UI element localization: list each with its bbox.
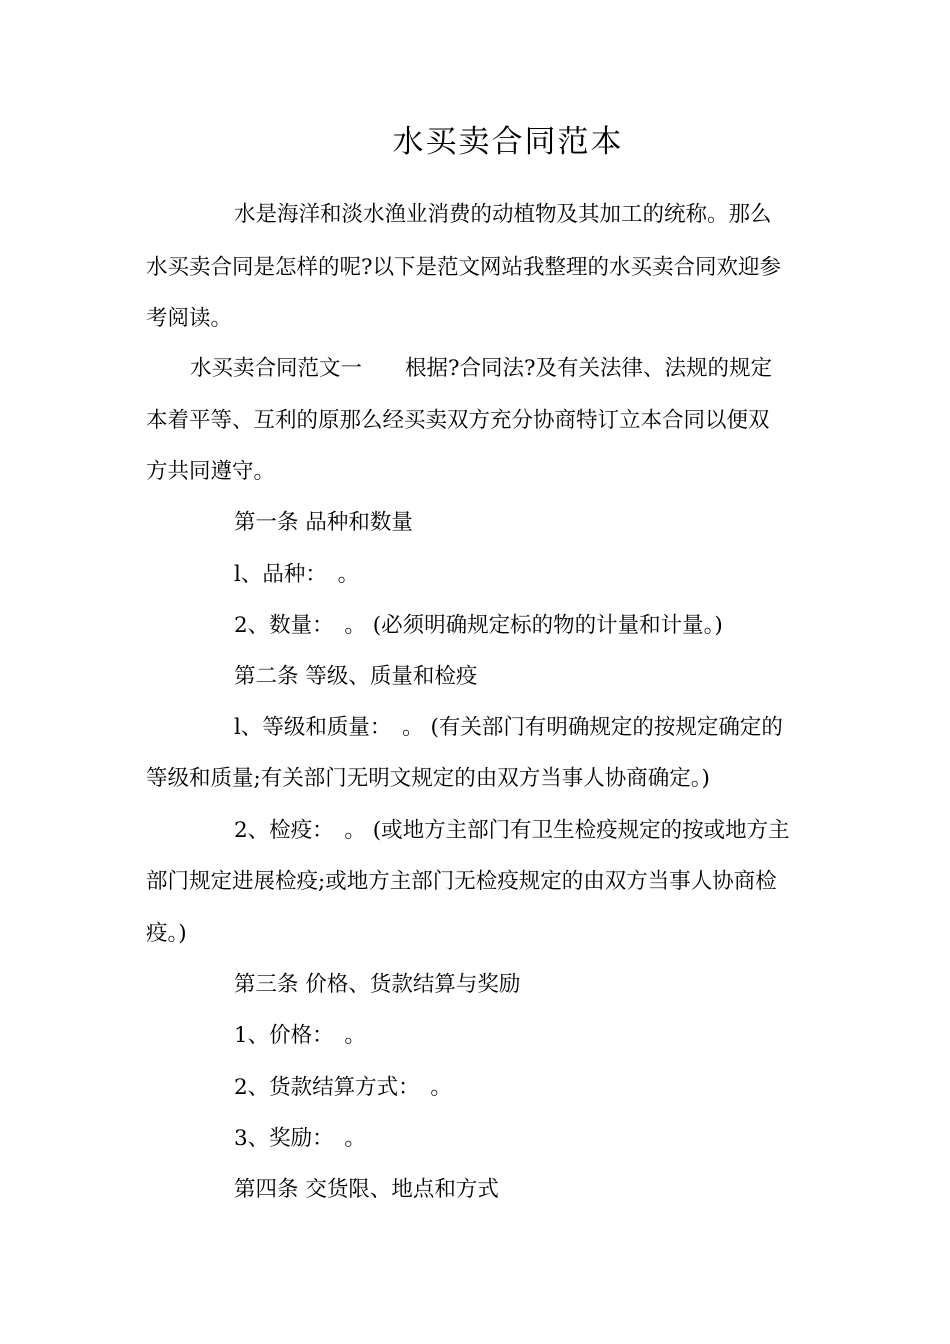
paragraph-line: 疫。) — [146, 921, 187, 946]
section-heading: 第一条 品种和数量 — [234, 510, 413, 535]
clause-item: 1、价格： 。 — [234, 1023, 366, 1048]
paragraph-line: 部门规定进展检疫;或地方主部门无检疫规定的由双方当事人协商检 — [146, 869, 777, 894]
clause-item: 2、检疫： 。 (或地方主部门有卫生检疫规定的按或地方主 — [234, 818, 790, 843]
section-heading: 第四条 交货限、地点和方式 — [234, 1177, 499, 1202]
clause-item: 3、奖励： 。 — [234, 1126, 366, 1151]
paragraph-line: 方共同遵守。 — [146, 459, 276, 484]
paragraph-line: 水买卖合同范文一 根据?合同法?及有关法律、法规的规定 — [190, 356, 773, 381]
paragraph-line: 考阅读。 — [146, 306, 233, 331]
paragraph-line: 水买卖合同是怎样的呢?以下是范文网站我整理的水买卖合同欢迎参 — [146, 255, 782, 280]
section-heading: 第三条 价格、货款结算与奖励 — [234, 972, 521, 997]
clause-item: 2、数量： 。 (必须明确规定标的物的计量和计量。) — [234, 613, 723, 638]
paragraph-line: 水是海洋和淡水渔业消费的动植物及其加工的统称。那么 — [234, 202, 772, 227]
paragraph-line: 等级和质量;有关部门无明文规定的由双方当事人协商确定。) — [146, 766, 710, 791]
clause-item: 2、货款结算方式： 。 — [234, 1075, 452, 1100]
section-heading: 第二条 等级、质量和检疫 — [234, 664, 478, 689]
paragraph-line: 本着平等、互利的原那么经买卖双方充分协商特订立本合同以便双 — [146, 408, 770, 433]
clause-item: l、等级和质量： 。 (有关部门有明确规定的按规定确定的 — [234, 715, 783, 740]
document-title: 水买卖合同范本 — [392, 124, 624, 160]
clause-item: l、品种： 。 — [234, 562, 360, 587]
